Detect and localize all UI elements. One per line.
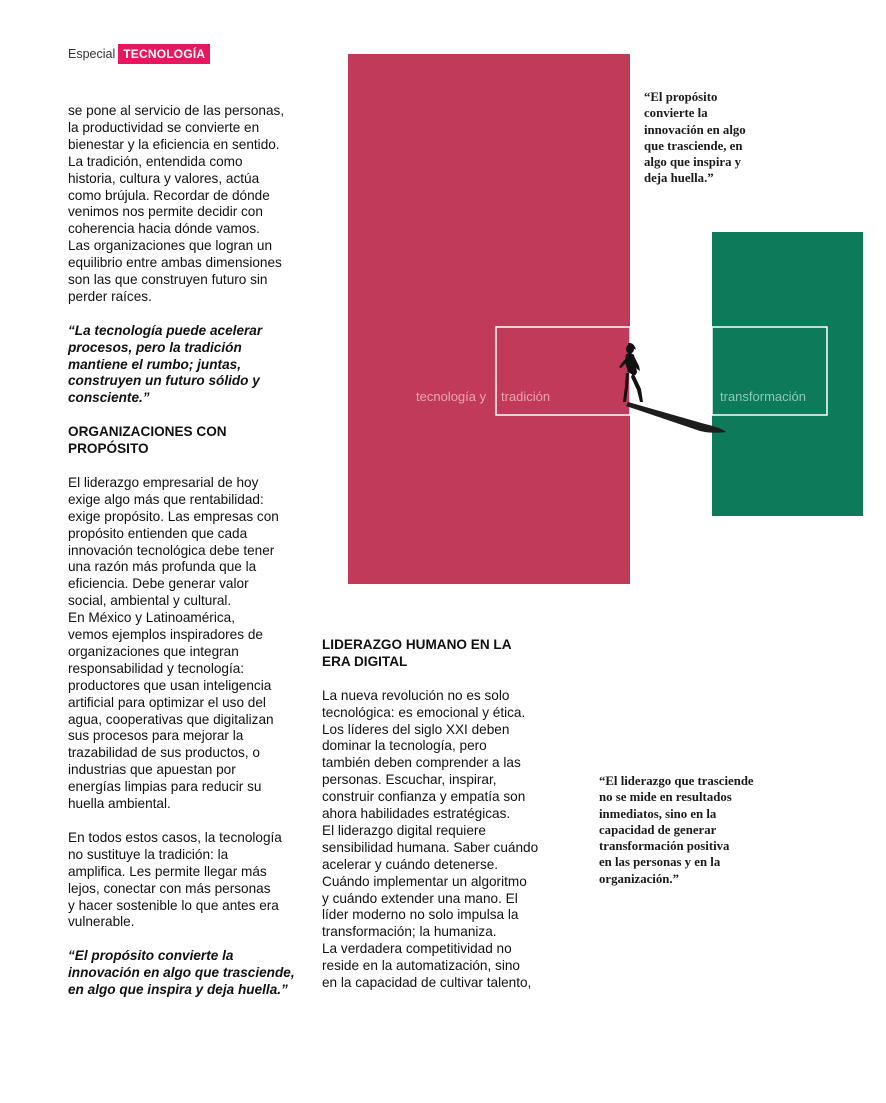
text-line: La verdadera competitividad no <box>322 941 512 957</box>
text-line: construir confianza y empatía son <box>322 789 526 805</box>
text-line: social, ambiental y cultural. <box>68 593 232 609</box>
heading-organizaciones: ORGANIZACIONES CON PROPÓSITO <box>68 424 227 457</box>
text-line: son las que construyen futuro sin <box>68 272 268 288</box>
text-line: una razón más profunda que la <box>68 559 257 575</box>
text-line: En México y Latinoamérica, <box>68 610 235 626</box>
text-line: reside en la automatización, sino <box>322 958 520 974</box>
quote-line: no se mide en resultados <box>599 790 732 805</box>
quote-line: transformación positiva <box>599 839 730 854</box>
text-line: transformación; la humaniza. <box>322 924 497 940</box>
text-line: se pone al servicio de las personas, <box>68 103 285 118</box>
text-line: venimos nos permite decidir con <box>68 204 263 220</box>
text-line: agua, cooperativas que digitalizan <box>68 711 274 727</box>
text-line: En todos estos casos, la tecnología <box>68 829 282 845</box>
section-tag: TECNOLOGÍA <box>118 44 210 64</box>
text-line: Los líderes del siglo XXI deben <box>322 721 510 737</box>
text-line: exige algo más que rentabilidad: <box>68 491 264 507</box>
text-line: sensibilidad humana. Saber cuándo <box>322 839 539 855</box>
text-line: líder moderno no solo impulsa la <box>322 907 519 923</box>
text-line: huella ambiental. <box>68 796 171 812</box>
text-line: El liderazgo empresarial de hoy <box>68 474 259 490</box>
quote-line: procesos, pero la tradición <box>68 339 242 355</box>
text-line: en la capacidad de cultivar talento, <box>322 975 532 991</box>
figure-shadow <box>626 402 726 433</box>
quote-line: innovación en algo <box>644 122 746 137</box>
quote-line: mantiene el rumbo; juntas, <box>68 356 241 372</box>
text-line: eficiencia. Debe generar valor <box>68 576 249 592</box>
quote-line: que trasciende, en <box>644 138 743 153</box>
text-line: La tradición, entendida como <box>68 153 243 169</box>
text-line: y hacer sostenible lo que antes era <box>68 897 279 913</box>
text-line: acelerar y cuándo detenerse. <box>322 856 499 872</box>
green-block <box>712 232 863 516</box>
text-line: y cuándo extender una mano. El <box>322 890 518 906</box>
text-line: amplifica. Les permite llegar más <box>68 863 267 879</box>
text-line: exige propósito. Las empresas con <box>68 508 279 524</box>
quote-line: “El propósito convierte la <box>68 948 234 964</box>
quote-line: en las personas y en la <box>599 855 721 870</box>
text-line: vemos ejemplos inspiradores de <box>68 627 263 643</box>
text-line: la productividad se convierte en <box>68 119 260 135</box>
text-line: trazabilidad de sus productos, o <box>68 745 260 761</box>
text-line: perder raíces. <box>68 288 152 304</box>
quote-line: “El propósito <box>644 90 718 104</box>
text-line: Cuándo implementar un algoritmo <box>322 873 527 889</box>
text-line: artificial para optimizar el uso del <box>68 694 266 710</box>
quote-line: deja huella.” <box>644 171 714 186</box>
text-line: lejos, conectar con más personas <box>68 880 271 896</box>
text-line: innovación tecnológica debe tener <box>68 542 275 558</box>
label-tecnologia: tecnología y <box>416 389 487 404</box>
text-line: industrias que apuestan por <box>68 762 236 778</box>
quote-line: capacidad de generar <box>599 822 717 837</box>
text-line: La nueva revolución no es solo <box>322 687 510 703</box>
quote-line: consciente.” <box>68 390 150 406</box>
text-line: ahora habilidades estratégicas. <box>322 806 511 822</box>
quote-line: innovación en algo que trasciende, <box>68 965 295 981</box>
text-line: vulnerable. <box>68 914 135 930</box>
quote-line: en algo que inspira y deja huella.” <box>68 982 288 998</box>
quote-line: algo que inspira y <box>644 155 742 170</box>
quote-line: “El liderazgo que trasciende <box>599 774 754 788</box>
text-line: dominar la tecnología, pero <box>322 738 487 754</box>
text-line: tecnológica: es emocional y ética. <box>322 704 526 720</box>
text-line: personas. Escuchar, inspirar, <box>322 772 497 788</box>
text-line: El liderazgo digital requiere <box>322 822 486 838</box>
text-line: responsabilidad y tecnología: <box>68 660 245 676</box>
text-line: organizaciones que integran <box>68 643 239 659</box>
text-line: bienestar y la eficiencia en sentido. <box>68 136 280 152</box>
text-line: equilibrio entre ambas dimensiones <box>68 255 282 271</box>
text-line: como brújula. Recordar de dónde <box>68 187 270 203</box>
text-line: sus procesos para mejorar la <box>68 728 244 744</box>
text-line: también deben comprender a las <box>322 755 521 771</box>
label-tradicion: tradición <box>501 389 551 404</box>
text-line: no sustituye la tradición: la <box>68 846 229 862</box>
quote-line: organización.” <box>599 871 679 886</box>
heading-liderazgo: LIDERAZGO HUMANO EN LA ERA DIGITAL <box>322 637 512 669</box>
crimson-block <box>348 54 630 584</box>
quote-line: inmediatos, sino en la <box>599 806 717 821</box>
quote-line: construyen un futuro sólido y <box>68 373 260 389</box>
text-line: coherencia hacia dónde vamos. <box>68 221 260 237</box>
quote-line: convierte la <box>644 106 708 121</box>
section-label: Especial <box>68 47 116 61</box>
text-line: Las organizaciones que logran un <box>68 238 273 254</box>
label-transformacion: transformación <box>720 389 806 404</box>
text-line: propósito entienden que cada <box>68 525 248 541</box>
text-line: energías limpias para reducir su <box>68 779 262 795</box>
text-line: historia, cultura y valores, actúa <box>68 170 260 186</box>
text-line: productores que usan inteligencia <box>68 677 272 693</box>
quote-line: “La tecnología puede acelerar <box>68 322 263 338</box>
